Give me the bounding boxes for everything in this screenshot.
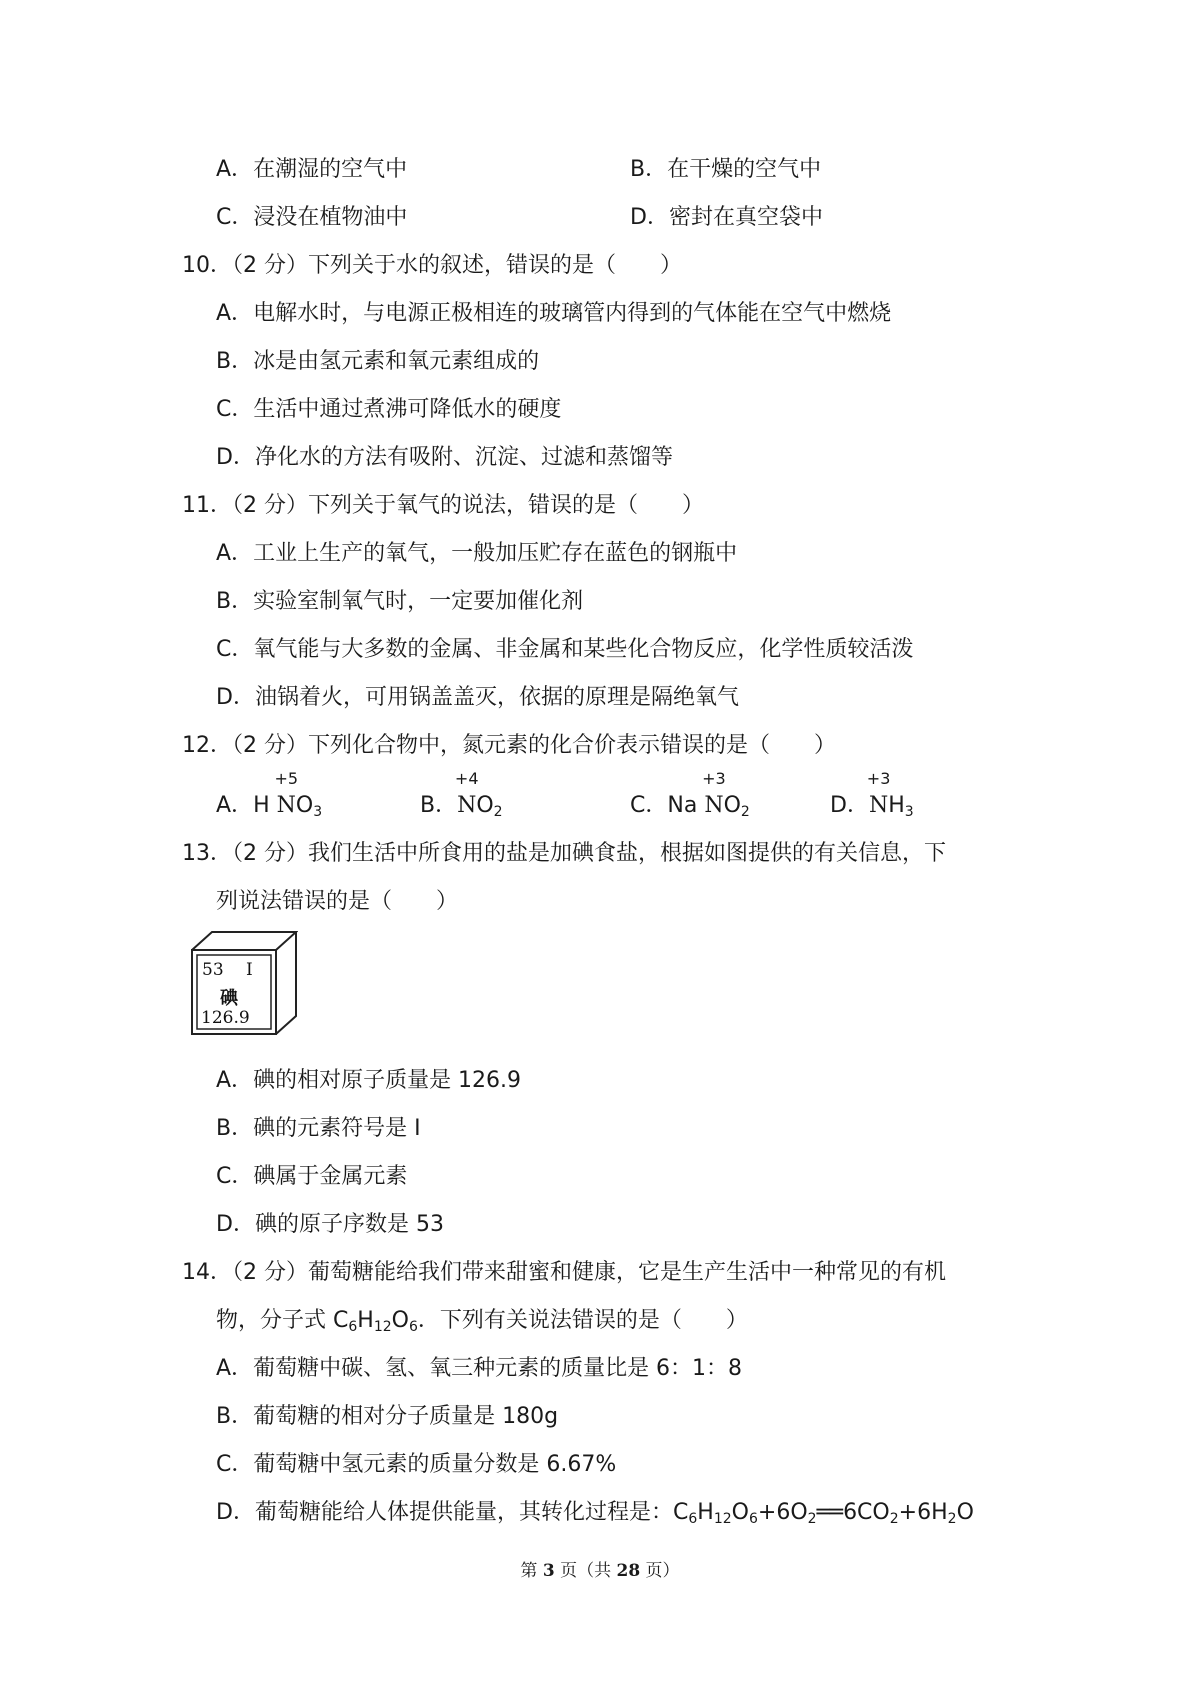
formula-element: O	[391, 1308, 409, 1333]
option-letter: A．	[216, 541, 254, 566]
element-name: 碘	[220, 988, 238, 1009]
option-text: 碘的元素符号是 I	[253, 1116, 421, 1141]
q12-option-a	[216, 769, 323, 821]
valence-element	[702, 769, 726, 821]
valence-mark: +5	[274, 769, 299, 788]
q14-option-a	[216, 1354, 742, 1384]
element-symbol: I	[246, 960, 253, 980]
option-text: 氧气能与大多数的金属、非金属和某些化合物反应，化学性质较活泼	[253, 637, 914, 662]
q9-option-a	[216, 155, 407, 185]
formula-subscript: 3	[904, 804, 914, 820]
option-letter: D．	[216, 1212, 255, 1237]
option-text: 油锅着火，可用锅盖盖灭，依据的原理是隔绝氧气	[254, 685, 739, 710]
equation: $C_6H_{12}O_6+6O_2══6CO_2+6H_2O$	[672, 1500, 974, 1527]
option-text: 密封在真空袋中	[668, 205, 823, 230]
q12-option-c	[630, 769, 750, 821]
formula-subscript: 3	[313, 804, 323, 820]
option-letter: B．	[216, 349, 254, 374]
formula-prefix: Na	[667, 793, 705, 818]
valence-mark: +3	[702, 769, 726, 788]
q14-option-c	[216, 1450, 616, 1480]
valence-element	[454, 769, 479, 821]
q14-option-d	[216, 1498, 974, 1528]
q13-option-a	[216, 1066, 521, 1096]
option-text: 碘属于金属元素	[253, 1164, 408, 1189]
q10-option-a	[216, 299, 891, 329]
footer-text: 页（共	[554, 1561, 617, 1581]
option-letter: C．	[216, 637, 254, 662]
q13-option-b	[216, 1114, 421, 1144]
formula-rest: O	[723, 793, 741, 818]
option-letter: D．	[630, 205, 669, 230]
formula-rest: O	[295, 793, 314, 818]
footer-text: 页）	[640, 1561, 680, 1581]
formula-rest: O	[476, 793, 494, 818]
formula-subscript: 2	[740, 804, 750, 820]
option-letter: C．	[216, 1452, 254, 1477]
formula-subscript: 2	[493, 804, 503, 820]
q11-option-a	[216, 539, 737, 569]
option-letter: C．	[630, 793, 668, 818]
element-symbol: N	[276, 793, 296, 818]
q10-option-d	[216, 443, 673, 473]
valence-element	[274, 769, 299, 821]
option-text: 葡萄糖能给人体提供能量，其转化过程是：	[254, 1500, 673, 1525]
option-letter: C．	[216, 205, 254, 230]
option-letter: A．	[216, 301, 254, 326]
page-number: 3	[542, 1561, 555, 1581]
option-text: 葡萄糖中碳、氢、氧三种元素的质量比是 6：1：8	[253, 1356, 743, 1381]
q9-option-b	[630, 155, 821, 185]
option-text: 工业上生产的氧气，一般加压贮存在蓝色的钢瓶中	[253, 541, 738, 566]
q14-stem-line1: 14．（2 分）葡萄糖能给我们带来甜蜜和健康，它是生产生活中一种常见的有机	[182, 1260, 946, 1285]
option-letter: A．	[216, 1356, 254, 1381]
option-text: 冰是由氢元素和氧元素组成的	[253, 349, 540, 374]
option-text: 净化水的方法有吸附、沉淀、过滤和蒸馏等	[254, 445, 673, 470]
q10-option-c	[216, 395, 561, 425]
q14-option-b	[216, 1402, 558, 1432]
formula-prefix: H	[253, 793, 277, 818]
q11-option-b	[216, 587, 583, 617]
formula-subscript: 6	[348, 1319, 358, 1335]
option-text: 葡萄糖中氢元素的质量分数是 6.67%	[253, 1452, 617, 1477]
formula-rest: H	[888, 793, 905, 818]
option-letter: B．	[216, 1404, 254, 1429]
formula-subscript: 6	[408, 1319, 418, 1335]
q9-option-d	[630, 203, 823, 233]
option-letter: C．	[216, 1164, 254, 1189]
option-text: 碘的原子序数是 53	[254, 1212, 444, 1237]
q10-option-b	[216, 347, 539, 377]
q11-option-c	[216, 635, 913, 665]
option-letter: D．	[830, 793, 869, 818]
element-card-figure	[190, 930, 298, 1038]
option-letter: D．	[216, 1500, 255, 1525]
option-letter: A．	[216, 1068, 254, 1093]
q12-stem: 12．（2 分）下列化合物中，氮元素的化合价表示错误的是（ ）	[182, 733, 836, 758]
option-text: 实验室制氧气时，一定要加催化剂	[253, 589, 584, 614]
element-symbol: N	[457, 793, 477, 818]
q12-option-d	[830, 769, 914, 821]
total-pages: 28	[616, 1561, 641, 1581]
element-symbol: N	[868, 793, 889, 818]
q14-stem-line2	[216, 1306, 748, 1336]
q11-option-d	[216, 683, 739, 713]
option-letter: B．	[216, 589, 254, 614]
formula-subscript: 12	[373, 1319, 392, 1335]
valence-mark: +4	[454, 769, 479, 788]
formula-element: H	[357, 1308, 374, 1333]
option-text: 碘的相对原子质量是 126.9	[253, 1068, 522, 1093]
element-number: 53	[202, 960, 224, 980]
q13-stem-line2: 列说法错误的是（ ）	[216, 889, 459, 914]
stem-text: ．下列有关说法错误的是（ ）	[417, 1308, 748, 1333]
valence-mark: +3	[866, 769, 891, 788]
footer-text: 第	[520, 1561, 543, 1581]
option-letter: B．	[630, 157, 668, 182]
option-letter: A．	[216, 793, 254, 818]
q13-option-d	[216, 1210, 444, 1240]
option-letter: A．	[216, 157, 254, 182]
option-text: 在潮湿的空气中	[253, 157, 408, 182]
element-symbol: N	[704, 793, 724, 818]
option-letter: D．	[216, 685, 255, 710]
option-letter: C．	[216, 397, 254, 422]
option-letter: B．	[216, 1116, 254, 1141]
valence-element	[866, 769, 891, 821]
option-text: 电解水时，与电源正极相连的玻璃管内得到的气体能在空气中燃烧	[253, 301, 892, 326]
q11-stem: 11．（2 分）下列关于氧气的说法，错误的是（ ）	[182, 493, 704, 518]
option-text: 生活中通过煮沸可降低水的硬度	[253, 397, 562, 422]
option-letter: B．	[420, 793, 458, 818]
stem-text: 物，分子式 C	[216, 1308, 349, 1333]
option-text: 葡萄糖的相对分子质量是 180g	[253, 1404, 559, 1429]
q13-stem-line1: 13．（2 分）我们生活中所食用的盐是加碘食盐，根据如图提供的有关信息，下	[182, 841, 946, 866]
option-letter: D．	[216, 445, 255, 470]
option-text: 在干燥的空气中	[667, 157, 822, 182]
q10-stem: 10．（2 分）下列关于水的叙述，错误的是（ ）	[182, 253, 682, 278]
page-footer	[0, 1556, 1200, 1581]
option-text: 浸没在植物油中	[253, 205, 408, 230]
q13-option-c	[216, 1162, 407, 1192]
q9-option-c	[216, 203, 407, 233]
q12-option-b	[420, 769, 503, 821]
element-mass: 126.9	[201, 1008, 250, 1028]
